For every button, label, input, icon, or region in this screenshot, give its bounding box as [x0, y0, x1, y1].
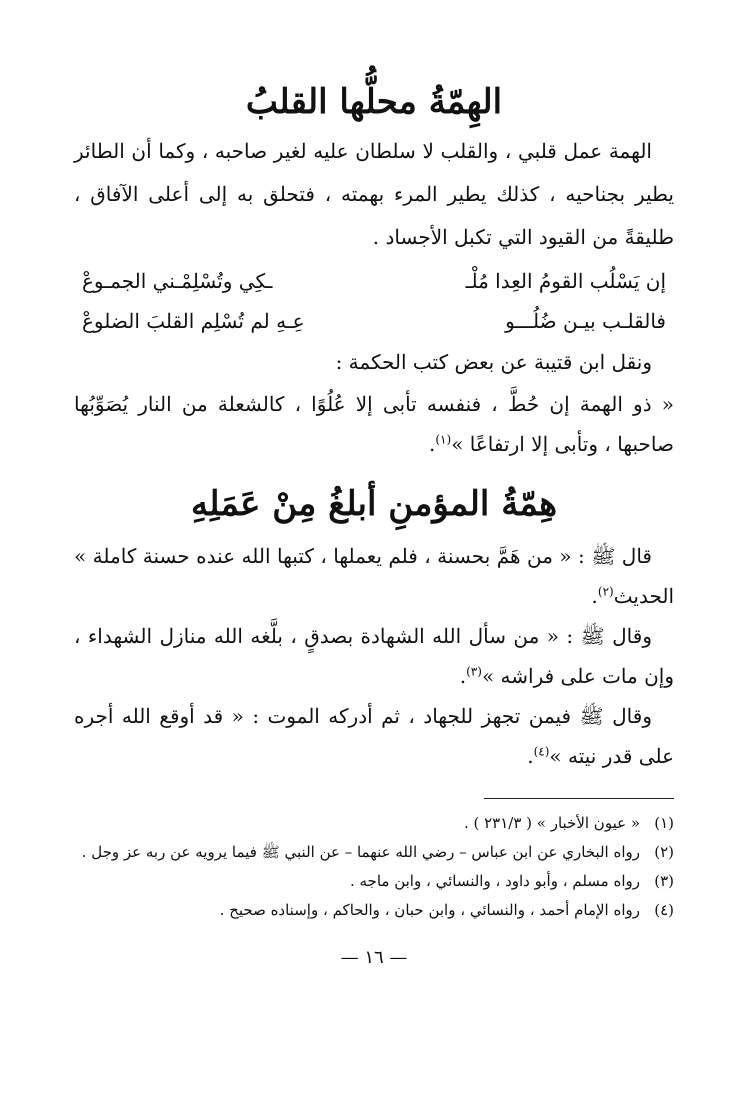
- sentence-end: .: [527, 744, 534, 768]
- verse-second-hemistich: ـكِي وتُسْلِمْـني الجمـوعْ: [82, 269, 273, 293]
- book-page: [74, 78, 674, 1068]
- footnote-number: (٢): [654, 843, 674, 861]
- quote-paragraph: [74, 384, 674, 464]
- section-title-himmat-almumin: هِمّةُ المؤمنِ أبلغُ مِنْ عَمَلِهِ: [190, 484, 558, 524]
- sentence-end: .: [429, 432, 436, 456]
- poem-verse: [82, 301, 666, 341]
- hadith-text: وقال ﷺ : « من سأل الله الشهادة بصدقٍ ، بلَّغه الله منازل الشهداء ، وإن مات على فراشه »: [74, 624, 674, 688]
- sentence-end: .: [459, 664, 467, 688]
- paragraph-himma-amal-qalbi: الهمة عمل قلبي ، والقلب لا سلطان عليه لغير صاحبه ، وكما أن الطائر يطير بجناحيه ، كذلك يطير المرء بهمته ، فتحلق به إلى أعلى الآفاق ، طليقةً من القيود التي تكبل الأجساد .: [74, 139, 674, 249]
- footnote-number: (١): [654, 814, 674, 832]
- verse-second-hemistich: عِـهِ لم تُسْلِم القلبَ الضلوعْ: [82, 309, 305, 333]
- footnote-text: « عيون الأخبار » ( ٢٣١/٣ ) .: [463, 814, 640, 832]
- footnote: [74, 896, 674, 925]
- hadith-text: وقال ﷺ فيمن تجهز للجهاد ، ثم أدركه الموت : « قد أوقع الله أجره على قدر نيته »: [74, 704, 674, 768]
- footnote-text: رواه الإمام أحمد ، والنسائي ، وابن حبان ، والحاكم ، وإسناده صحيح .: [219, 901, 640, 919]
- footnote: [74, 838, 674, 867]
- hadith-paragraph: [74, 696, 674, 776]
- footnote-ref: (٤): [533, 744, 550, 759]
- hadith-paragraph: [74, 616, 674, 696]
- verse-first-hemistich: فالقلـب بيـن ضُلُـــو: [505, 309, 666, 333]
- footnote-divider: [484, 798, 674, 799]
- footnote-text: رواه مسلم ، وأبو داود ، والنسائي ، وابن ماجه .: [349, 872, 640, 890]
- sentence-end: .: [591, 584, 598, 608]
- footnote-ref: (٢): [597, 584, 614, 599]
- footnotes: [74, 809, 674, 925]
- footnote-ref: (١): [435, 432, 452, 447]
- quote-text: « ذو الهمة إن حُطَّ ، فنفسه تأبى إلا عُلُوًا ، كالشعلة من النار يُصَوِّبُها صاحبها ، وتأبى إلا ارتفاعًا »: [74, 392, 674, 456]
- poem: [74, 261, 674, 341]
- footnote: [74, 867, 674, 896]
- footnote: [74, 809, 674, 838]
- page-number: — ١٦ —: [340, 947, 408, 968]
- footnote-number: (٤): [654, 901, 674, 919]
- footnote-ref: (٣): [466, 664, 482, 679]
- hadith-paragraph: [74, 536, 674, 616]
- quote-intro: ونقل ابن قتيبة عن بعض كتب الحكمة :: [335, 350, 652, 374]
- footnote-text: رواه البخاري عن ابن عباس – رضي الله عنهما – عن النبي ﷺ فيما يرويه عن ربه عز وجل .: [81, 843, 640, 861]
- poem-verse: [82, 261, 666, 301]
- footnote-number: (٣): [654, 872, 674, 890]
- hadith-text: قال ﷺ : « من هَمَّ بحسنة ، فلم يعملها ، كتبها الله عنده حسنة كاملة » الحديث: [74, 544, 674, 608]
- section-title-himma-qalb: الهِمّةُ محلُّها القلبُ: [245, 82, 503, 122]
- verse-first-hemistich: إن يَسْلُب القومُ العِدا مُلْـ: [465, 269, 666, 293]
